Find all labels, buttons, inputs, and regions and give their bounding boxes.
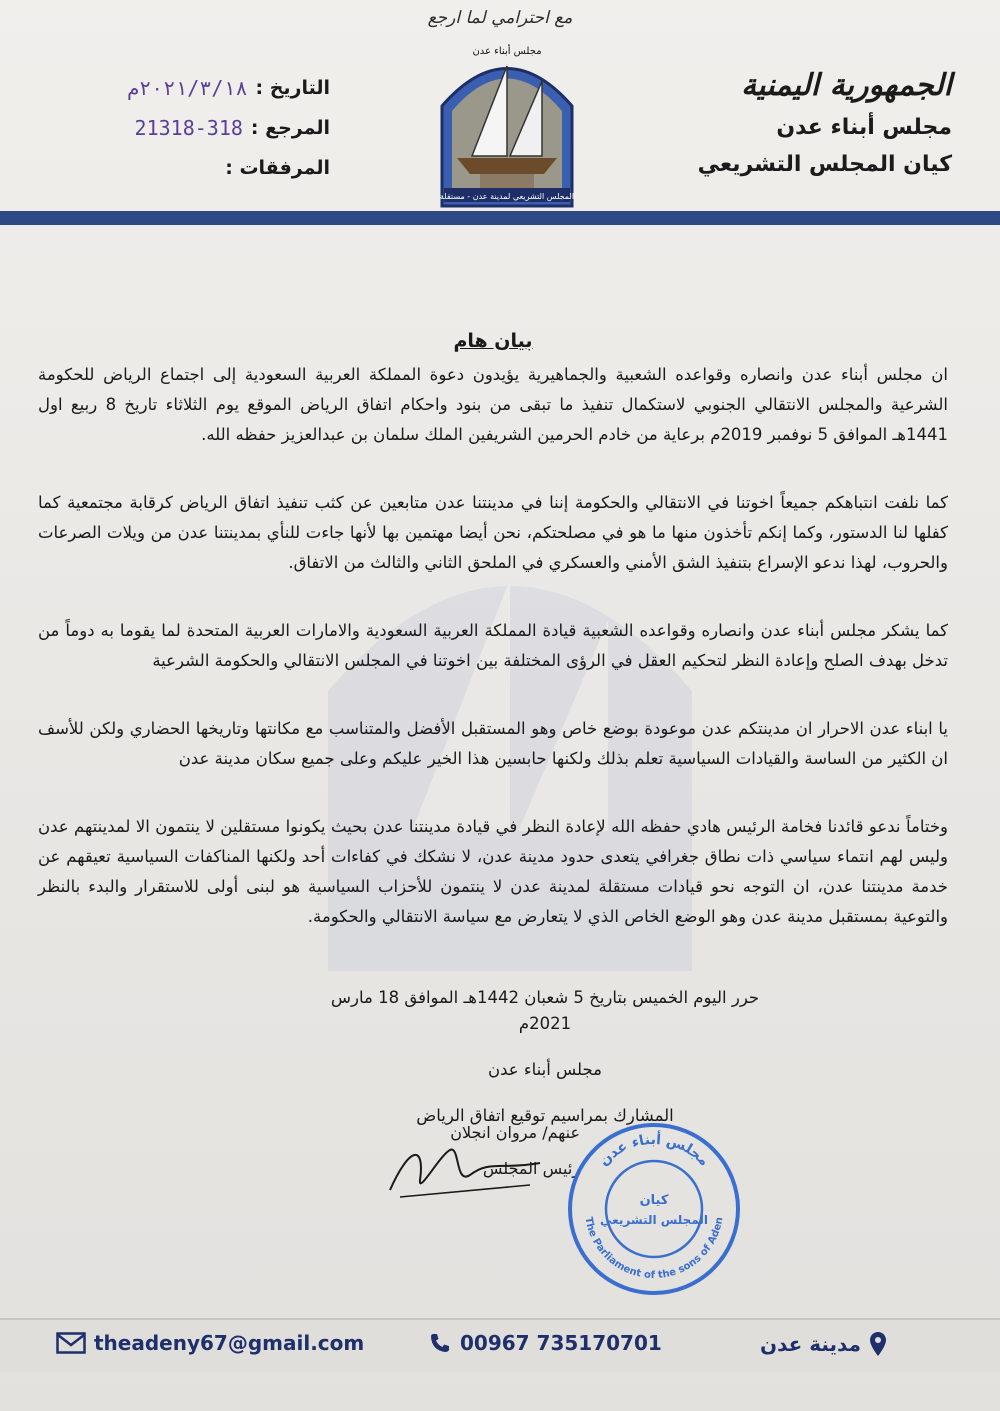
- reference-label: المرجع :: [250, 117, 330, 139]
- stamp-center-line1: كيان: [639, 1193, 669, 1208]
- header-divider: [0, 211, 1000, 225]
- signer-name: عنهم/ مروان انجلان: [450, 1123, 580, 1142]
- attachments-label: المرفقات :: [225, 157, 330, 179]
- letterhead-right: [652, 68, 952, 177]
- letter-footer: [0, 1318, 1000, 1372]
- date-value: ٢٠٢١/٣/١٨م: [127, 76, 248, 100]
- closing-council-name: مجلس أبناء عدن: [487, 1060, 603, 1079]
- council-name: مجلس أبناء عدن: [776, 115, 952, 140]
- stamp-arabic-ring: مجلس أبناء عدن: [596, 1131, 713, 1170]
- letterhead-left: [40, 68, 330, 188]
- footer-phone[interactable]: [420, 1331, 662, 1355]
- date-row: [40, 68, 330, 108]
- entity-name: كيان المجلس التشريعي: [697, 152, 952, 177]
- phone-text: 00967 735170701: [460, 1331, 662, 1355]
- paragraph-5: وختاماً ندعو قائدنا فخامة الرئيس هادي حفظه الله لإعادة النظر في قيادة مدينتنا عدن بحيث يكونوا مستقلين لا ينتمون الا لمدينتهم عدن وليس لهم انتماء سياسي ذات نطاق جغرافي يتعدى حدود مدينة عدن، لا نشكك في كفاءات أحد ولكنها المناكفات السياسية تعيقهم عن خدمة مدينتنا عدن، ان التوجه نحو قيادات مستقلة لمدينة عدن لا ينتمون للأحزاب السياسية هو لبنى أولى للاستقرار والبدء بالنظر والتوعية بمستقبل مدينة عدن وهو الوضع الخاص الذي لا يتعارض مع سياسة الانتقالي والحكومة.: [38, 817, 948, 926]
- footer-email[interactable]: [48, 1331, 364, 1355]
- logo-top-text: مجلس أبناء عدن: [472, 46, 542, 57]
- date-label: التاريخ :: [255, 77, 330, 99]
- stamp-english-ring: The Parliament of the sons of Aden: [582, 1216, 726, 1282]
- stamp-center-line2: المجلس التشريعي: [600, 1213, 708, 1227]
- email-text: theadeny67@gmail.com: [94, 1331, 365, 1355]
- signature-scribble: [380, 1135, 550, 1205]
- handwritten-note: مع احترامي لما ارجع: [427, 8, 573, 28]
- paragraph-4: يا ابناء عدن الاحرار ان مدينتكم عدن موعودة بوضع خاص وهو المستقبل الأفضل والمتناسب مع مكانتها وتاريخها الحضاري ولكن للأسف ان الكثير من الساسة والقيادات السياسية تعلم بذلك ولكنها حابسين هذا الخير عليكم وعلى جميع سكان مدينة عدن: [38, 719, 948, 768]
- location-pin-icon: [869, 1331, 887, 1357]
- phone-icon: [428, 1331, 452, 1355]
- paragraph-2: كما نلفت انتباهكم جميعاً اخوتنا في الانتقالي والحكومة إننا في مدينتنا عدن متابعين عن كثب تنفيذ اتفاق الرياض كرقابة مجتمعية كما كفلها لنا الدستور، وكما إنكم تأخذون منها ما هو في مصلحتكم، نحن أيضا مهتمين بها لأنها جاءت للنأي بمدينتنا عدن من ويلات الصرعات والحروب، لهذا ندعو الإسراع بتنفيذ الشق الأمني والعسكري في الملحق الثاني والثالث من الاتفاق.: [38, 493, 948, 572]
- logo-bottom-text: المجلس التشريعي لمدينة عدن - مستقلة: [439, 192, 575, 201]
- participant-line: المشارك بمراسيم توقيع اتفاق الرياض: [416, 1106, 674, 1125]
- footer-city: [760, 1331, 895, 1357]
- paragraph-1: ان مجلس أبناء عدن وانصاره وقواعده الشعبية والجماهيرية يؤيدون دعوة المملكة العربية السعودية إلى اجتماع الرياض للحكومة الشرعية والمجلس الانتقالي الجنوبي لاستكمال تنفيذ ما تبقى من بنود واحكام اتفاق الرياض الموقع يوم الثلاثاء تاريخ 8 ربيع اول 1441هـ الموافق 5 نوفمبر 2019م برعاية من خادم الحرمين الشريفين الملك سلمان بن عبدالعزيز حفظه الله.: [38, 365, 949, 444]
- official-stamp: [565, 1120, 743, 1298]
- city-text: مدينة عدن: [760, 1332, 861, 1356]
- issued-line: حرر اليوم الخميس بتاريخ 5 شعبان 1442هـ الموافق 18 مارس 2021م: [330, 988, 760, 1033]
- attachments-row: [40, 148, 330, 188]
- signer-title: رئيس المجلس: [482, 1159, 580, 1178]
- mail-icon: [56, 1332, 86, 1354]
- statement-body: [38, 330, 948, 970]
- reference-row: [40, 108, 330, 148]
- republic-name: الجمهورية اليمنية: [741, 68, 952, 103]
- council-logo: [432, 36, 582, 211]
- reference-value: 21318-318: [134, 116, 243, 140]
- paragraph-3: كما يشكر مجلس أبناء عدن وانصاره وقواعده الشعبية قيادة المملكة العربية السعودية والامارات العربية المتحدة لما يقوما به دوماً من تدخل بهدف الصلح وإعادة النظر لتحكيم العقل في الرؤى المختلفة بين اخوتنا في المجلس الانتقالي والحكومة الشرعية: [38, 621, 948, 670]
- statement-title: بيان هام: [453, 330, 533, 352]
